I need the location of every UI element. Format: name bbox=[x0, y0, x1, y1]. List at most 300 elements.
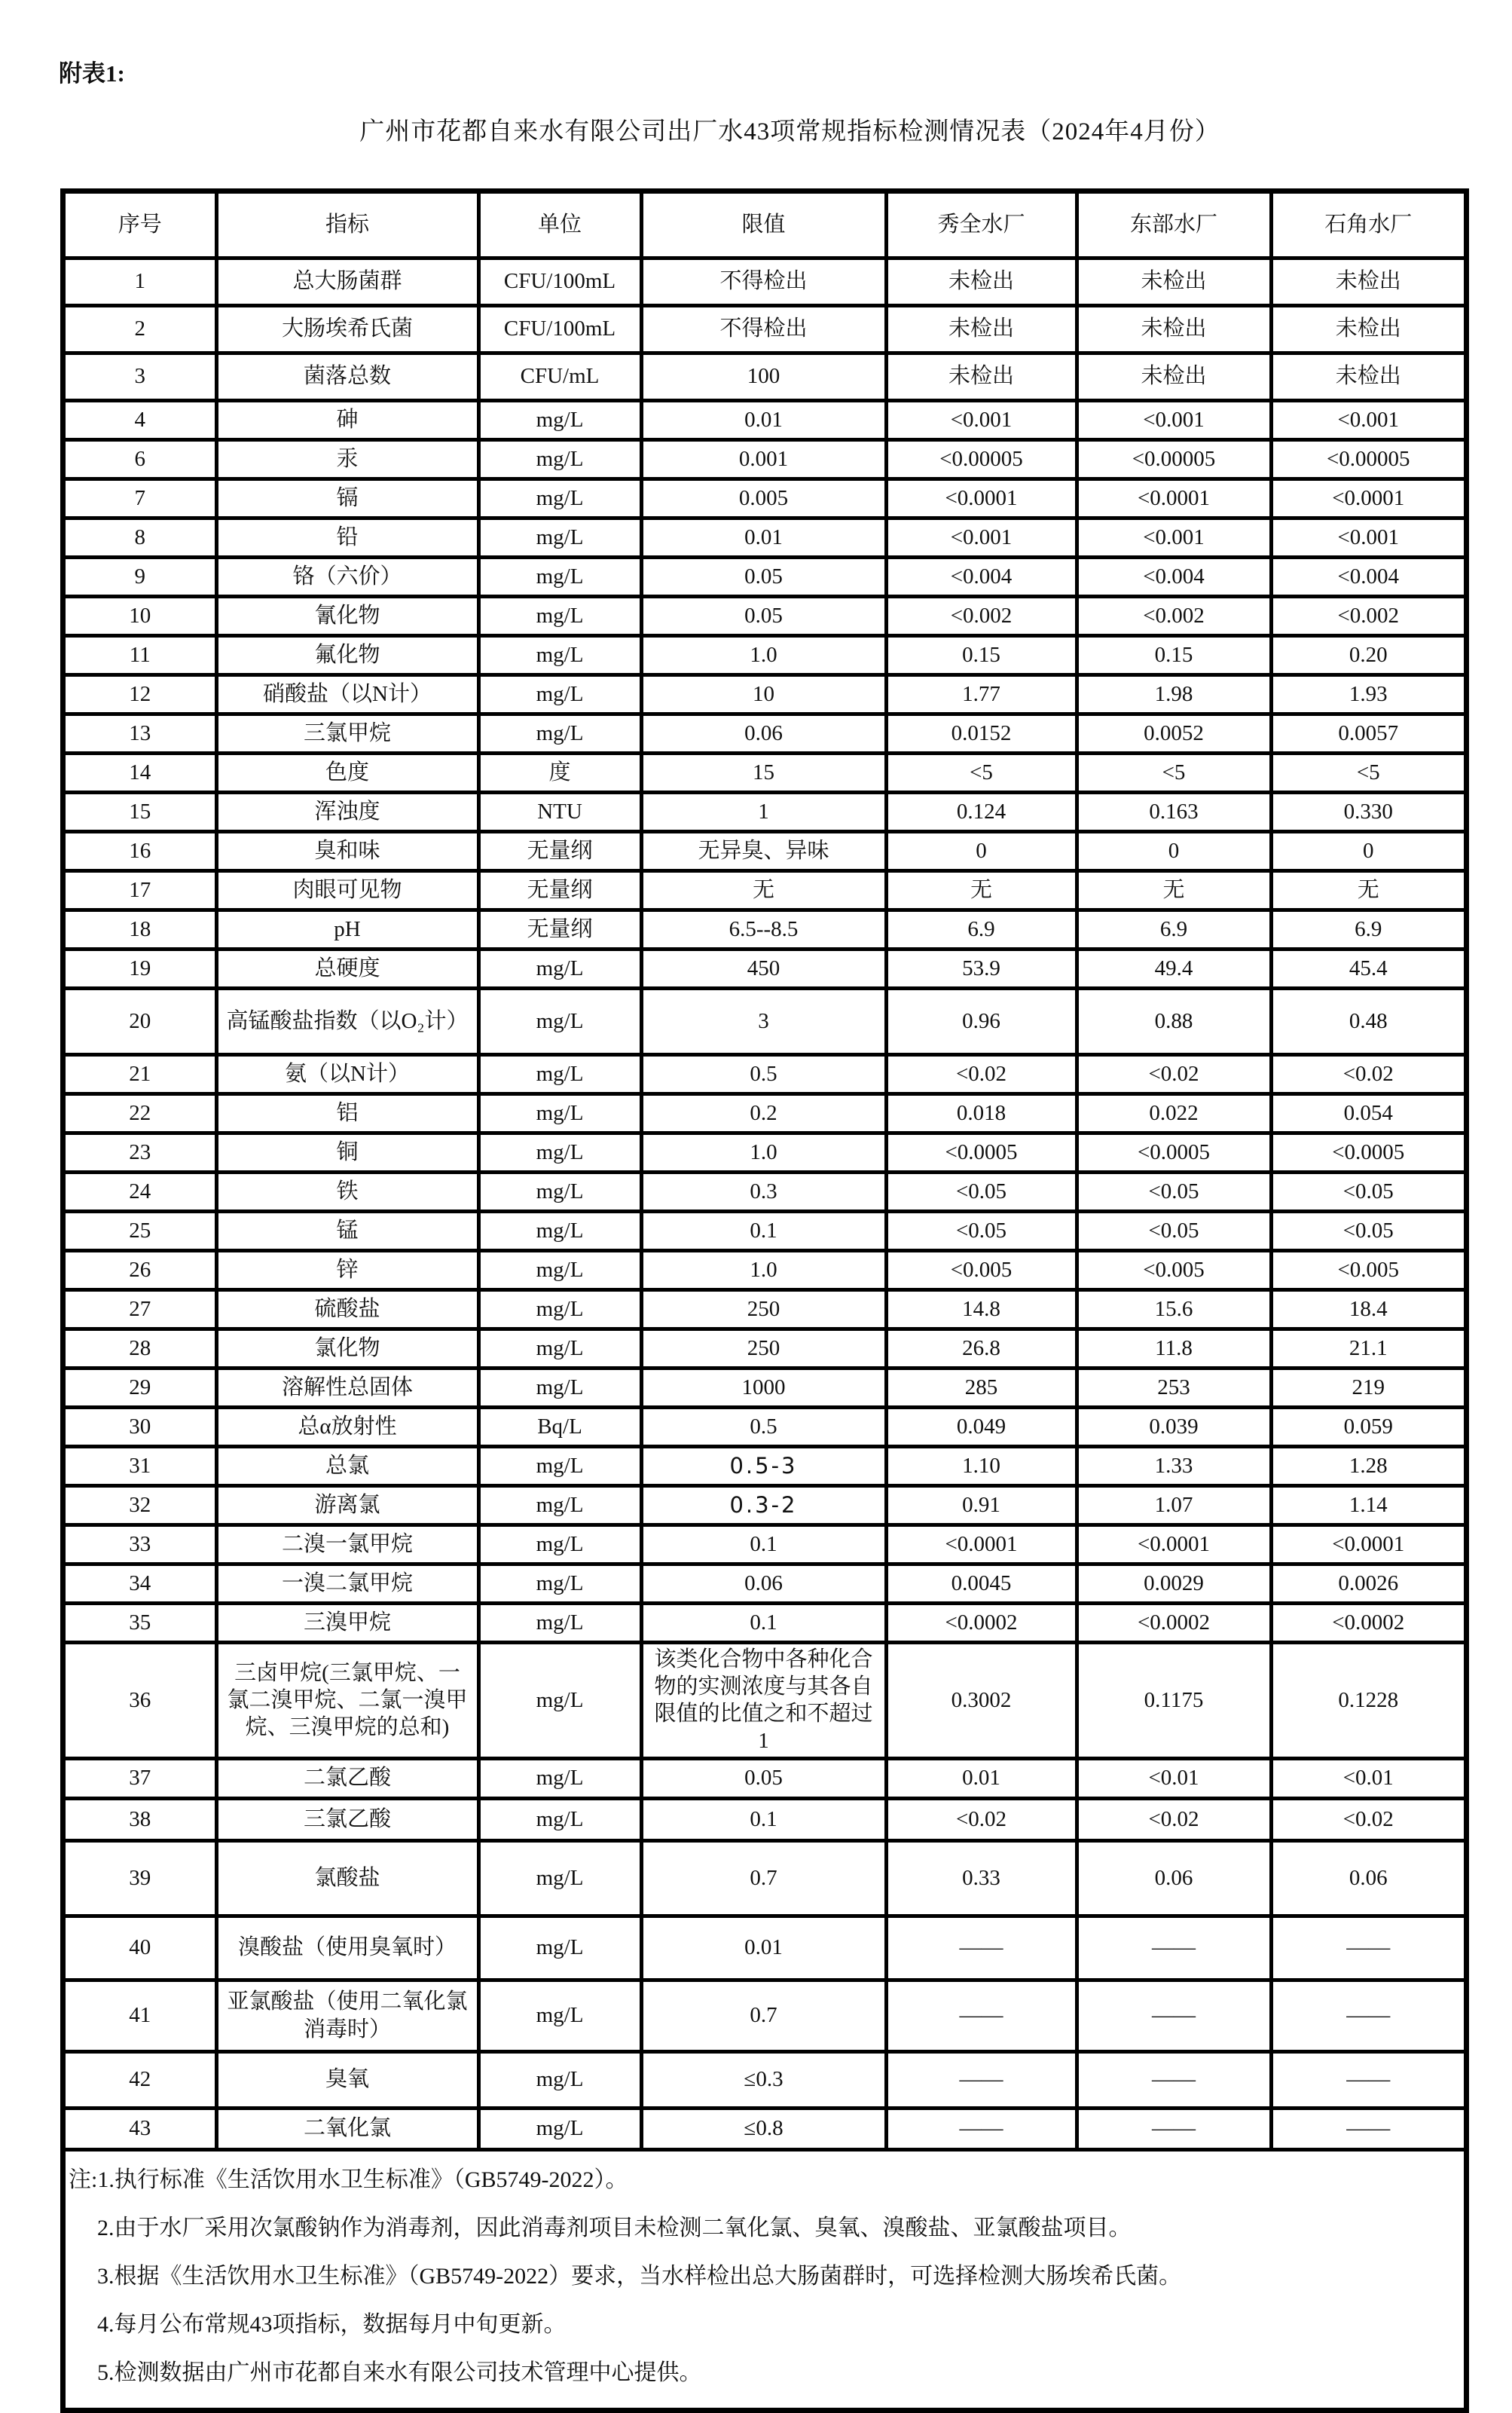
note-line: 5.检测数据由广州市花都自来水有限公司技术管理中心提供。 bbox=[97, 2359, 702, 2385]
cell-limit: 0.3 bbox=[641, 1172, 886, 1211]
table-row bbox=[66, 305, 1464, 353]
cell-indicator: 总氯 bbox=[216, 1446, 478, 1485]
cell-limit: 0.005 bbox=[641, 479, 886, 518]
cell-limit: 250 bbox=[641, 1289, 886, 1329]
cell-unit: mg/L bbox=[478, 1642, 641, 1758]
cell-shijiao-plant: 未检出 bbox=[1271, 353, 1464, 400]
cell-dongbu-plant: 0.0052 bbox=[1077, 714, 1271, 753]
cell-dongbu-plant: 0.06 bbox=[1077, 1840, 1271, 1916]
cell-xiuquan-plant: 26.8 bbox=[886, 1329, 1077, 1368]
cell-unit: CFU/mL bbox=[478, 353, 641, 400]
cell-seq: 17 bbox=[66, 870, 216, 910]
cell-dongbu-plant: 0.039 bbox=[1077, 1407, 1271, 1446]
cell-dongbu-plant: <0.005 bbox=[1077, 1250, 1271, 1289]
cell-indicator: 菌落总数 bbox=[216, 353, 478, 400]
cell-xiuquan-plant: 0.01 bbox=[886, 1758, 1077, 1798]
cell-limit: 不得检出 bbox=[641, 258, 886, 305]
cell-dongbu-plant: 未检出 bbox=[1077, 258, 1271, 305]
cell-shijiao-plant: <5 bbox=[1271, 753, 1464, 792]
cell-indicator: 铬（六价） bbox=[216, 557, 478, 596]
cell-shijiao-plant: <0.002 bbox=[1271, 596, 1464, 635]
cell-limit: 0.06 bbox=[641, 1564, 886, 1603]
cell-indicator: 二溴一氯甲烷 bbox=[216, 1525, 478, 1564]
cell-shijiao-plant: <0.05 bbox=[1271, 1211, 1464, 1250]
cell-indicator: 镉 bbox=[216, 479, 478, 518]
note-line: 注:1.执行标准《生活饮用水卫生标准》（GB5749-2022）。 bbox=[69, 2167, 628, 2192]
cell-seq: 34 bbox=[66, 1564, 216, 1603]
table-row bbox=[66, 1980, 1464, 2051]
cell-seq: 31 bbox=[66, 1446, 216, 1485]
cell-dongbu-plant: 1.33 bbox=[1077, 1446, 1271, 1485]
cell-xiuquan-plant: 14.8 bbox=[886, 1289, 1077, 1329]
cell-indicator: 三卤甲烷(三氯甲烷、一氯二溴甲烷、二氯一溴甲烷、三溴甲烷的总和) bbox=[216, 1642, 478, 1758]
table-row bbox=[66, 1211, 1464, 1250]
cell-dongbu-plant: 0.1175 bbox=[1077, 1642, 1271, 1758]
cell-shijiao-plant: 0.0026 bbox=[1271, 1564, 1464, 1603]
cell-xiuquan-plant: 0.049 bbox=[886, 1407, 1077, 1446]
cell-limit: 0.06 bbox=[641, 714, 886, 753]
cell-limit: 0.5 bbox=[641, 1407, 886, 1446]
cell-xiuquan-plant: <0.004 bbox=[886, 557, 1077, 596]
cell-shijiao-plant: <0.05 bbox=[1271, 1172, 1464, 1211]
cell-seq: 18 bbox=[66, 910, 216, 949]
cell-indicator: 总硬度 bbox=[216, 949, 478, 988]
cell-xiuquan-plant: 0.15 bbox=[886, 635, 1077, 674]
cell-seq: 42 bbox=[66, 2051, 216, 2108]
cell-limit: 0.1 bbox=[641, 1211, 886, 1250]
cell-unit: mg/L bbox=[478, 1485, 641, 1525]
table-row bbox=[66, 400, 1464, 439]
cell-indicator: 硫酸盐 bbox=[216, 1289, 478, 1329]
cell-dongbu-plant: <0.05 bbox=[1077, 1211, 1271, 1250]
cell-dongbu-plant: <0.05 bbox=[1077, 1172, 1271, 1211]
cell-indicator: 二氯乙酸 bbox=[216, 1758, 478, 1798]
cell-indicator: 浑浊度 bbox=[216, 792, 478, 831]
cell-seq: 8 bbox=[66, 518, 216, 557]
cell-shijiao-plant: —— bbox=[1271, 1980, 1464, 2051]
cell-limit: 该类化合物中各种化合物的实测浓度与其各自限值的比值之和不超过1 bbox=[641, 1642, 886, 1758]
table-row bbox=[66, 1916, 1464, 1980]
cell-indicator: 大肠埃希氏菌 bbox=[216, 305, 478, 353]
cell-shijiao-plant: —— bbox=[1271, 2051, 1464, 2108]
table-row bbox=[66, 1368, 1464, 1407]
cell-limit: 无异臭、异味 bbox=[641, 831, 886, 870]
cell-unit: mg/L bbox=[478, 1054, 641, 1093]
cell-indicator: 铜 bbox=[216, 1133, 478, 1172]
cell-xiuquan-plant: <0.001 bbox=[886, 518, 1077, 557]
cell-dongbu-plant: <0.0005 bbox=[1077, 1133, 1271, 1172]
cell-unit: mg/L bbox=[478, 439, 641, 479]
cell-xiuquan-plant: <0.0005 bbox=[886, 1133, 1077, 1172]
cell-dongbu-plant: —— bbox=[1077, 2108, 1271, 2149]
cell-unit: mg/L bbox=[478, 557, 641, 596]
cell-xiuquan-plant: <0.001 bbox=[886, 400, 1077, 439]
cell-indicator: 臭和味 bbox=[216, 831, 478, 870]
cell-unit: mg/L bbox=[478, 1289, 641, 1329]
note-line: 2.由于水厂采用次氯酸钠作为消毒剂，因此消毒剂项目未检测二氧化氯、臭氧、溴酸盐、亚氯酸盐项目。 bbox=[97, 2215, 1132, 2240]
cell-seq: 13 bbox=[66, 714, 216, 753]
cell-dongbu-plant: 无 bbox=[1077, 870, 1271, 910]
cell-unit: mg/L bbox=[478, 1211, 641, 1250]
cell-indicator: 铝 bbox=[216, 1093, 478, 1133]
cell-shijiao-plant: <0.005 bbox=[1271, 1250, 1464, 1289]
cell-indicator: 溶解性总固体 bbox=[216, 1368, 478, 1407]
cell-unit: mg/L bbox=[478, 1564, 641, 1603]
cell-limit: 0.7 bbox=[641, 1840, 886, 1916]
cell-indicator: 汞 bbox=[216, 439, 478, 479]
table-row bbox=[66, 1172, 1464, 1211]
table-row bbox=[66, 258, 1464, 305]
table-row bbox=[66, 714, 1464, 753]
cell-dongbu-plant: 11.8 bbox=[1077, 1329, 1271, 1368]
table-row bbox=[66, 1407, 1464, 1446]
cell-dongbu-plant: 6.9 bbox=[1077, 910, 1271, 949]
cell-seq: 16 bbox=[66, 831, 216, 870]
cell-shijiao-plant: 1.14 bbox=[1271, 1485, 1464, 1525]
table-row bbox=[66, 1758, 1464, 1798]
cell-limit: 0.3-2 bbox=[641, 1485, 886, 1525]
cell-unit: mg/L bbox=[478, 988, 641, 1054]
cell-unit: mg/L bbox=[478, 596, 641, 635]
cell-xiuquan-plant: 0.33 bbox=[886, 1840, 1077, 1916]
table-row bbox=[66, 1054, 1464, 1093]
cell-limit: 450 bbox=[641, 949, 886, 988]
column-header-6: 石角水厂 bbox=[1271, 194, 1464, 258]
column-header-5: 东部水厂 bbox=[1077, 194, 1271, 258]
cell-unit: mg/L bbox=[478, 1329, 641, 1368]
cell-indicator: 铅 bbox=[216, 518, 478, 557]
cell-xiuquan-plant: 0.3002 bbox=[886, 1642, 1077, 1758]
cell-unit: mg/L bbox=[478, 1840, 641, 1916]
cell-shijiao-plant: 6.9 bbox=[1271, 910, 1464, 949]
cell-seq: 4 bbox=[66, 400, 216, 439]
cell-seq: 35 bbox=[66, 1603, 216, 1642]
cell-limit: 1 bbox=[641, 792, 886, 831]
cell-shijiao-plant: <0.001 bbox=[1271, 518, 1464, 557]
cell-dongbu-plant: <0.002 bbox=[1077, 596, 1271, 635]
cell-unit: mg/L bbox=[478, 1980, 641, 2051]
cell-limit: 0.7 bbox=[641, 1980, 886, 2051]
cell-limit: 1000 bbox=[641, 1368, 886, 1407]
cell-limit: 1.0 bbox=[641, 635, 886, 674]
cell-seq: 2 bbox=[66, 305, 216, 353]
cell-limit: 无 bbox=[641, 870, 886, 910]
cell-limit: 10 bbox=[641, 674, 886, 714]
cell-unit: mg/L bbox=[478, 1133, 641, 1172]
cell-xiuquan-plant: <0.002 bbox=[886, 596, 1077, 635]
cell-seq: 9 bbox=[66, 557, 216, 596]
cell-dongbu-plant: <0.001 bbox=[1077, 518, 1271, 557]
cell-shijiao-plant: 0.054 bbox=[1271, 1093, 1464, 1133]
table-row bbox=[66, 353, 1464, 400]
cell-indicator: pH bbox=[216, 910, 478, 949]
cell-indicator: 二氧化氯 bbox=[216, 2108, 478, 2149]
cell-seq: 19 bbox=[66, 949, 216, 988]
cell-shijiao-plant: 219 bbox=[1271, 1368, 1464, 1407]
cell-seq: 22 bbox=[66, 1093, 216, 1133]
cell-unit: 无量纲 bbox=[478, 831, 641, 870]
cell-dongbu-plant: <0.001 bbox=[1077, 400, 1271, 439]
table-row bbox=[66, 2108, 1464, 2149]
cell-unit: mg/L bbox=[478, 1603, 641, 1642]
table-row bbox=[66, 2051, 1464, 2108]
cell-xiuquan-plant: 未检出 bbox=[886, 258, 1077, 305]
cell-dongbu-plant: 0.15 bbox=[1077, 635, 1271, 674]
cell-indicator: 氰化物 bbox=[216, 596, 478, 635]
cell-indicator: 总大肠菌群 bbox=[216, 258, 478, 305]
cell-seq: 25 bbox=[66, 1211, 216, 1250]
table-row bbox=[66, 1329, 1464, 1368]
cell-seq: 3 bbox=[66, 353, 216, 400]
cell-dongbu-plant: <5 bbox=[1077, 753, 1271, 792]
cell-limit: 0.5-3 bbox=[641, 1446, 886, 1485]
cell-shijiao-plant: <0.0005 bbox=[1271, 1133, 1464, 1172]
cell-shijiao-plant: 未检出 bbox=[1271, 258, 1464, 305]
cell-xiuquan-plant: <0.0001 bbox=[886, 1525, 1077, 1564]
cell-seq: 20 bbox=[66, 988, 216, 1054]
cell-unit: NTU bbox=[478, 792, 641, 831]
table-row bbox=[66, 596, 1464, 635]
cell-unit: CFU/100mL bbox=[478, 305, 641, 353]
cell-limit: 250 bbox=[641, 1329, 886, 1368]
cell-limit: 3 bbox=[641, 988, 886, 1054]
cell-seq: 43 bbox=[66, 2108, 216, 2149]
cell-unit: mg/L bbox=[478, 400, 641, 439]
cell-xiuquan-plant: —— bbox=[886, 1916, 1077, 1980]
cell-seq: 15 bbox=[66, 792, 216, 831]
table-row bbox=[66, 1289, 1464, 1329]
cell-dongbu-plant: 未检出 bbox=[1077, 353, 1271, 400]
cell-seq: 11 bbox=[66, 635, 216, 674]
cell-dongbu-plant: 0.022 bbox=[1077, 1093, 1271, 1133]
table-row bbox=[66, 831, 1464, 870]
cell-dongbu-plant: 253 bbox=[1077, 1368, 1271, 1407]
cell-unit: CFU/100mL bbox=[478, 258, 641, 305]
table-row bbox=[66, 1642, 1464, 1758]
cell-xiuquan-plant: <0.05 bbox=[886, 1172, 1077, 1211]
cell-limit: 0.1 bbox=[641, 1603, 886, 1642]
cell-indicator: 氨（以N计） bbox=[216, 1054, 478, 1093]
cell-shijiao-plant: 0 bbox=[1271, 831, 1464, 870]
cell-dongbu-plant: <0.0001 bbox=[1077, 479, 1271, 518]
table-row bbox=[66, 792, 1464, 831]
cell-dongbu-plant: <0.0001 bbox=[1077, 1525, 1271, 1564]
cell-xiuquan-plant: 0.96 bbox=[886, 988, 1077, 1054]
cell-dongbu-plant: <0.02 bbox=[1077, 1054, 1271, 1093]
cell-xiuquan-plant: <0.005 bbox=[886, 1250, 1077, 1289]
cell-seq: 39 bbox=[66, 1840, 216, 1916]
cell-shijiao-plant: <0.00005 bbox=[1271, 439, 1464, 479]
cell-shijiao-plant: <0.004 bbox=[1271, 557, 1464, 596]
cell-limit: 不得检出 bbox=[641, 305, 886, 353]
table-row bbox=[66, 518, 1464, 557]
cell-shijiao-plant: <0.0001 bbox=[1271, 479, 1464, 518]
cell-seq: 7 bbox=[66, 479, 216, 518]
cell-xiuquan-plant: 无 bbox=[886, 870, 1077, 910]
cell-xiuquan-plant: 285 bbox=[886, 1368, 1077, 1407]
cell-xiuquan-plant: 0.124 bbox=[886, 792, 1077, 831]
cell-seq: 29 bbox=[66, 1368, 216, 1407]
cell-xiuquan-plant: 未检出 bbox=[886, 305, 1077, 353]
cell-xiuquan-plant: 53.9 bbox=[886, 949, 1077, 988]
cell-shijiao-plant: 21.1 bbox=[1271, 1329, 1464, 1368]
cell-shijiao-plant: 0.48 bbox=[1271, 988, 1464, 1054]
cell-dongbu-plant: —— bbox=[1077, 1916, 1271, 1980]
cell-unit: mg/L bbox=[478, 635, 641, 674]
cell-limit: 0.05 bbox=[641, 557, 886, 596]
notes-section bbox=[66, 2152, 1464, 2408]
cell-limit: 0.01 bbox=[641, 400, 886, 439]
cell-indicator: 氯酸盐 bbox=[216, 1840, 478, 1916]
cell-seq: 6 bbox=[66, 439, 216, 479]
cell-seq: 41 bbox=[66, 1980, 216, 2051]
cell-unit: mg/L bbox=[478, 1172, 641, 1211]
table-row bbox=[66, 1603, 1464, 1642]
column-header-4: 秀全水厂 bbox=[886, 194, 1077, 258]
cell-limit: 0.05 bbox=[641, 1758, 886, 1798]
cell-unit: mg/L bbox=[478, 714, 641, 753]
cell-shijiao-plant: <0.001 bbox=[1271, 400, 1464, 439]
cell-indicator: 锰 bbox=[216, 1211, 478, 1250]
cell-unit: mg/L bbox=[478, 479, 641, 518]
cell-xiuquan-plant: <5 bbox=[886, 753, 1077, 792]
table-row bbox=[66, 1840, 1464, 1916]
cell-shijiao-plant: 0.330 bbox=[1271, 792, 1464, 831]
cell-limit: 0.5 bbox=[641, 1054, 886, 1093]
cell-shijiao-plant: <0.0001 bbox=[1271, 1525, 1464, 1564]
cell-dongbu-plant: 1.98 bbox=[1077, 674, 1271, 714]
cell-dongbu-plant: 未检出 bbox=[1077, 305, 1271, 353]
cell-dongbu-plant: 0.163 bbox=[1077, 792, 1271, 831]
cell-unit: mg/L bbox=[478, 2051, 641, 2108]
cell-xiuquan-plant: <0.0001 bbox=[886, 479, 1077, 518]
cell-seq: 36 bbox=[66, 1642, 216, 1758]
cell-seq: 30 bbox=[66, 1407, 216, 1446]
cell-shijiao-plant: 0.0057 bbox=[1271, 714, 1464, 753]
cell-unit: mg/L bbox=[478, 518, 641, 557]
cell-xiuquan-plant: —— bbox=[886, 2108, 1077, 2149]
cell-limit: ≤0.3 bbox=[641, 2051, 886, 2108]
cell-xiuquan-plant: 0.91 bbox=[886, 1485, 1077, 1525]
cell-shijiao-plant: <0.02 bbox=[1271, 1798, 1464, 1840]
table-row bbox=[66, 1446, 1464, 1485]
cell-indicator: 锌 bbox=[216, 1250, 478, 1289]
cell-shijiao-plant: 0.059 bbox=[1271, 1407, 1464, 1446]
cell-xiuquan-plant: 0.0045 bbox=[886, 1564, 1077, 1603]
cell-dongbu-plant: —— bbox=[1077, 1980, 1271, 2051]
cell-seq: 28 bbox=[66, 1329, 216, 1368]
cell-indicator: 溴酸盐（使用臭氧时） bbox=[216, 1916, 478, 1980]
cell-limit: 15 bbox=[641, 753, 886, 792]
cell-xiuquan-plant: <0.02 bbox=[886, 1798, 1077, 1840]
cell-xiuquan-plant: <0.0002 bbox=[886, 1603, 1077, 1642]
cell-seq: 33 bbox=[66, 1525, 216, 1564]
cell-unit: 无量纲 bbox=[478, 910, 641, 949]
cell-xiuquan-plant: 0.018 bbox=[886, 1093, 1077, 1133]
table-row bbox=[66, 1525, 1464, 1564]
cell-dongbu-plant: 0.88 bbox=[1077, 988, 1271, 1054]
cell-unit: mg/L bbox=[478, 1446, 641, 1485]
note-line: 3.根据《生活饮用水卫生标准》（GB5749-2022）要求，当水样检出总大肠菌群时，可选择检测大肠埃希氏菌。 bbox=[97, 2263, 1182, 2289]
cell-dongbu-plant: —— bbox=[1077, 2051, 1271, 2108]
cell-unit: mg/L bbox=[478, 1798, 641, 1840]
cell-dongbu-plant: <0.00005 bbox=[1077, 439, 1271, 479]
cell-indicator: 三氯乙酸 bbox=[216, 1798, 478, 1840]
cell-dongbu-plant: 15.6 bbox=[1077, 1289, 1271, 1329]
cell-limit: 0.001 bbox=[641, 439, 886, 479]
cell-shijiao-plant: 18.4 bbox=[1271, 1289, 1464, 1329]
water-quality-table-frame bbox=[60, 188, 1469, 2413]
table-header-row bbox=[66, 194, 1464, 258]
table-row bbox=[66, 988, 1464, 1054]
cell-unit: 无量纲 bbox=[478, 870, 641, 910]
cell-unit: mg/L bbox=[478, 949, 641, 988]
cell-limit: 0.01 bbox=[641, 518, 886, 557]
cell-indicator: 铁 bbox=[216, 1172, 478, 1211]
cell-xiuquan-plant: 1.10 bbox=[886, 1446, 1077, 1485]
cell-unit: mg/L bbox=[478, 1525, 641, 1564]
table-row bbox=[66, 439, 1464, 479]
page-title: 广州市花都自来水有限公司出厂水43项常规指标检测情况表（2024年4月份） bbox=[359, 118, 1220, 145]
cell-shijiao-plant: <0.02 bbox=[1271, 1054, 1464, 1093]
cell-limit: 0.2 bbox=[641, 1093, 886, 1133]
table-row bbox=[66, 910, 1464, 949]
cell-unit: mg/L bbox=[478, 1916, 641, 1980]
cell-seq: 38 bbox=[66, 1798, 216, 1840]
cell-shijiao-plant: 45.4 bbox=[1271, 949, 1464, 988]
cell-xiuquan-plant: 0.0152 bbox=[886, 714, 1077, 753]
cell-unit: mg/L bbox=[478, 1250, 641, 1289]
table-body bbox=[66, 258, 1464, 2149]
cell-shijiao-plant: 0.1228 bbox=[1271, 1642, 1464, 1758]
table-row bbox=[66, 1133, 1464, 1172]
cell-seq: 21 bbox=[66, 1054, 216, 1093]
cell-seq: 27 bbox=[66, 1289, 216, 1329]
column-header-3: 限值 bbox=[641, 194, 886, 258]
cell-unit: Bq/L bbox=[478, 1407, 641, 1446]
cell-indicator: 总α放射性 bbox=[216, 1407, 478, 1446]
cell-xiuquan-plant: —— bbox=[886, 2051, 1077, 2108]
cell-shijiao-plant: —— bbox=[1271, 2108, 1464, 2149]
cell-dongbu-plant: 0 bbox=[1077, 831, 1271, 870]
cell-unit: mg/L bbox=[478, 1758, 641, 1798]
cell-xiuquan-plant: 1.77 bbox=[886, 674, 1077, 714]
cell-shijiao-plant: 未检出 bbox=[1271, 305, 1464, 353]
cell-seq: 14 bbox=[66, 753, 216, 792]
cell-shijiao-plant: 无 bbox=[1271, 870, 1464, 910]
cell-seq: 26 bbox=[66, 1250, 216, 1289]
cell-seq: 32 bbox=[66, 1485, 216, 1525]
cell-xiuquan-plant: 0 bbox=[886, 831, 1077, 870]
cell-limit: 1.0 bbox=[641, 1133, 886, 1172]
cell-indicator: 三溴甲烷 bbox=[216, 1603, 478, 1642]
cell-xiuquan-plant: 6.9 bbox=[886, 910, 1077, 949]
cell-limit: 100 bbox=[641, 353, 886, 400]
cell-seq: 24 bbox=[66, 1172, 216, 1211]
table-row bbox=[66, 1093, 1464, 1133]
cell-limit: 0.1 bbox=[641, 1525, 886, 1564]
cell-indicator: 一溴二氯甲烷 bbox=[216, 1564, 478, 1603]
cell-xiuquan-plant: <0.05 bbox=[886, 1211, 1077, 1250]
cell-dongbu-plant: <0.02 bbox=[1077, 1798, 1271, 1840]
cell-limit: 0.05 bbox=[641, 596, 886, 635]
cell-shijiao-plant: 0.20 bbox=[1271, 635, 1464, 674]
cell-seq: 37 bbox=[66, 1758, 216, 1798]
cell-seq: 12 bbox=[66, 674, 216, 714]
cell-shijiao-plant: 1.28 bbox=[1271, 1446, 1464, 1485]
cell-dongbu-plant: 1.07 bbox=[1077, 1485, 1271, 1525]
cell-limit: 0.01 bbox=[641, 1916, 886, 1980]
